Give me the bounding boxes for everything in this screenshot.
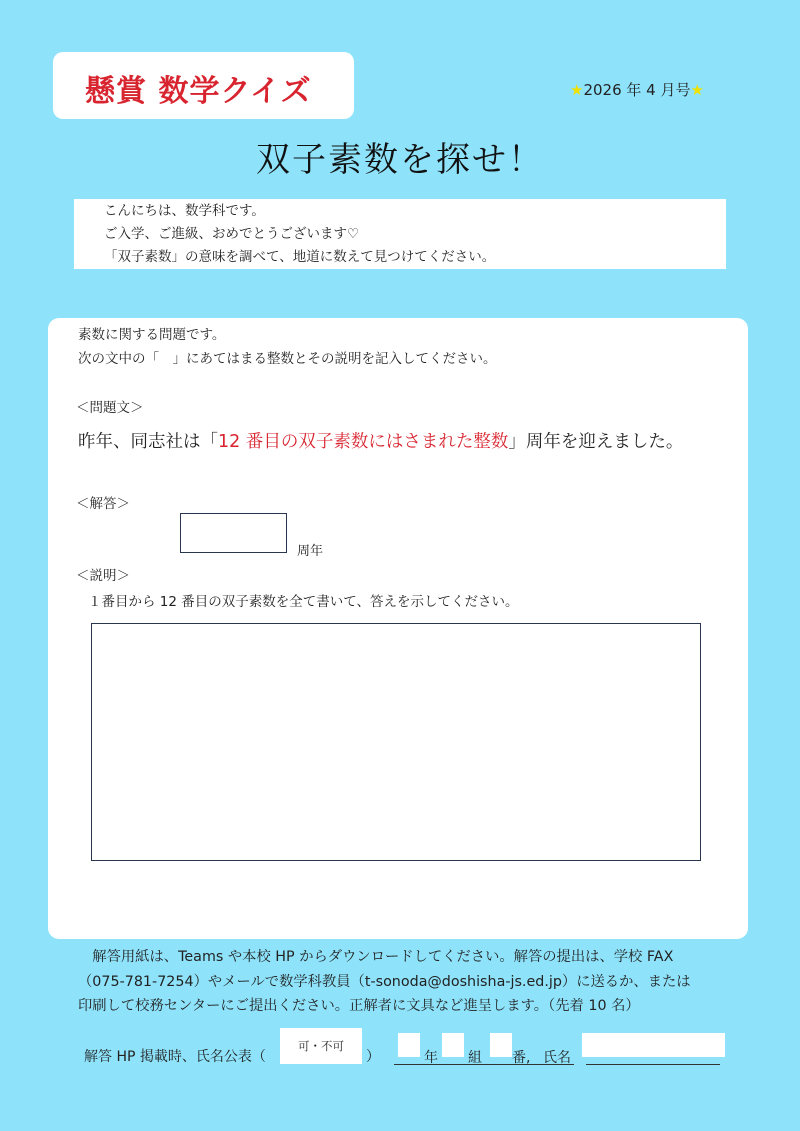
issue-text: 2026 年 4 月号: [583, 81, 691, 99]
problem-text: [78, 428, 683, 453]
footer-line: 印刷して校務センターにご提出ください。正解者に文具など進呈します。（先着 10 名）: [78, 998, 640, 1014]
footer-line: 解答用紙は、Teams や本校 HP からダウンロードしてください。解答の提出は、学校 FAX: [78, 949, 674, 965]
star-icon: ★: [570, 81, 584, 99]
year-input[interactable]: [398, 1033, 420, 1057]
class-label: 組: [468, 1050, 482, 1066]
name-label: 氏名: [543, 1050, 571, 1066]
greeting-line: ご入学、ご進級、おめでとうございます♡: [104, 226, 360, 242]
answer-heading: ＜解答＞: [76, 496, 130, 512]
footer-line: （075-781-7254）やメールで数学科教員（t-sonoda@doshisha-js.ed.jp）に送るか、または: [78, 973, 691, 990]
problem-before: 昨年、同志社は「: [78, 432, 218, 452]
name-input[interactable]: [582, 1033, 725, 1057]
problem-after: 」周年を迎えました。: [508, 432, 684, 452]
greeting-line: 「双子素数」の意味を調べて、地道に数えて見つけてください。: [104, 249, 496, 265]
explanation-input-box[interactable]: [91, 623, 701, 861]
publish-close: ）: [366, 1049, 380, 1065]
publish-option[interactable]: 可・不可: [280, 1028, 362, 1064]
question-panel: [48, 318, 748, 939]
publish-label: 解答 HP 掲載時、氏名公表（: [84, 1049, 266, 1065]
quiz-badge: [53, 52, 354, 119]
name-underline: [586, 1064, 720, 1065]
problem-heading: ＜問題文＞: [76, 400, 144, 416]
footer-instructions: [78, 945, 738, 1019]
badge-title: 懸賞 数学クイズ: [85, 74, 312, 109]
explanation-heading: ＜説明＞: [76, 568, 130, 584]
number-label: 番,: [512, 1050, 531, 1066]
issue-date: [570, 79, 704, 100]
greeting-box: [74, 199, 726, 269]
intro-line: 次の文中の「 」にあてはまる整数とその説明を記入してください。: [78, 351, 497, 367]
greeting-line: こんにちは、数学科です。: [104, 203, 265, 219]
answer-input-box[interactable]: [180, 513, 287, 553]
signature-underline: [394, 1064, 574, 1065]
page-title: 双子素数を探せ！: [256, 140, 544, 180]
intro-line: 素数に関する問題です。: [78, 327, 226, 343]
explanation-instruction: １番目から 12 番目の双子素数を全て書いて、答えを示してください。: [88, 594, 519, 610]
answer-unit: 周年: [297, 544, 324, 559]
problem-highlight: 12 番目の双子素数にはさまれた整数: [218, 432, 509, 452]
year-label: 年: [424, 1050, 438, 1066]
star-icon: ★: [690, 81, 704, 99]
number-input[interactable]: [490, 1033, 512, 1057]
class-input[interactable]: [442, 1033, 464, 1057]
